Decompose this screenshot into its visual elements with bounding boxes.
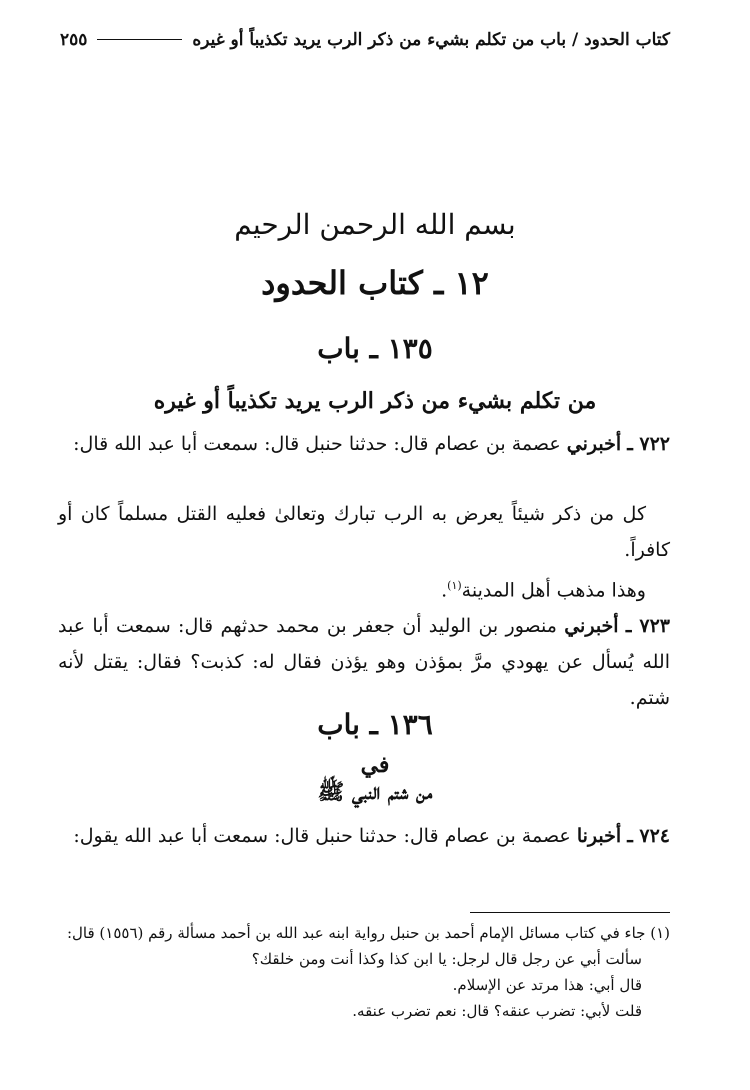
report-724-lead: أخبرنا xyxy=(576,825,622,847)
basmala: بسم الله الرحمن الرحيم xyxy=(234,208,516,241)
report-722-number: ٧٢٢ ـ xyxy=(627,433,670,455)
footnote-rule xyxy=(470,912,670,913)
report-722-madhhab-text: وهذا مذهب أهل المدينة xyxy=(461,579,646,602)
page-number: ٢٥٥ xyxy=(60,30,88,50)
running-head-title: كتاب الحدود / باب من تكلم بشيء من ذكر الرب يريد تكذيباً أو غيره xyxy=(192,30,670,50)
footnotes xyxy=(60,920,670,1024)
chapter-136-fi: في xyxy=(360,752,390,778)
footnote-line-3: قال أبي: هذا مرتد عن الإسلام. xyxy=(452,976,642,994)
report-723-lead: أخبرني xyxy=(564,615,619,637)
report-722-lead: أخبرني xyxy=(566,433,622,455)
footnote-line-1: (١) جاء في كتاب مسائل الإمام أحمد بن حنبل رواية ابنه عبد الله بن أحمد مسألة رقم (١٥٥٦) قال: xyxy=(66,924,670,942)
report-724-text: عصمة بن عصام قال: حدثنا حنبل قال: سمعت أبا عبد الله يقول: xyxy=(73,825,571,847)
chapter-135-subtitle: من تكلم بشيء من ذكر الرب يريد تكذيباً أو غيره xyxy=(153,388,597,414)
report-722-madhhab: وهذا مذهب أهل المدينة$^{(١)}$. xyxy=(441,579,646,602)
footnote-line-4: قلت لأبي: تضرب عنقه؟ قال: نعم تضرب عنقه. xyxy=(352,1002,642,1020)
report-724-number: ٧٢٤ ـ xyxy=(627,825,670,847)
report-722-saying: كل من ذكر شيئاً يعرض به الرب تبارك وتعالىٰ فعليه القتل مسلماً كان أو كافراً. xyxy=(58,503,670,561)
report-723-text: منصور بن الوليد أن جعفر بن محمد حدثهم قال: سمعت أبا عبد الله يُسأل عن يهودي مرَّ بمؤذن وهو يؤذن فقال له: كذبت؟ فقال: يقتل لأنه شتم. xyxy=(58,615,670,709)
chapter-136-subtitle: من شتم النبي ﷺ xyxy=(317,779,433,805)
report-723 xyxy=(58,608,670,716)
chapter-136-heading: ١٣٦ ـ باب xyxy=(317,708,433,741)
running-head-rule xyxy=(97,39,182,40)
footnote-line-2: سألت أبي عن رجل قال لرجل: يا ابن كذا وكذا أنت ومن خلقك؟ xyxy=(251,950,642,968)
report-722 xyxy=(58,426,670,462)
running-head xyxy=(60,30,670,50)
footnote-ref-1[interactable]: (١) xyxy=(447,579,462,592)
chapter-135-heading: ١٣٥ ـ باب xyxy=(317,332,433,365)
report-724 xyxy=(58,818,670,854)
report-722-text: عصمة بن عصام قال: حدثنا حنبل قال: سمعت أبا عبد الله قال: xyxy=(73,433,561,455)
book-title: ١٢ ـ كتاب الحدود xyxy=(261,264,489,302)
report-723-number: ٧٢٣ ـ xyxy=(625,615,670,637)
